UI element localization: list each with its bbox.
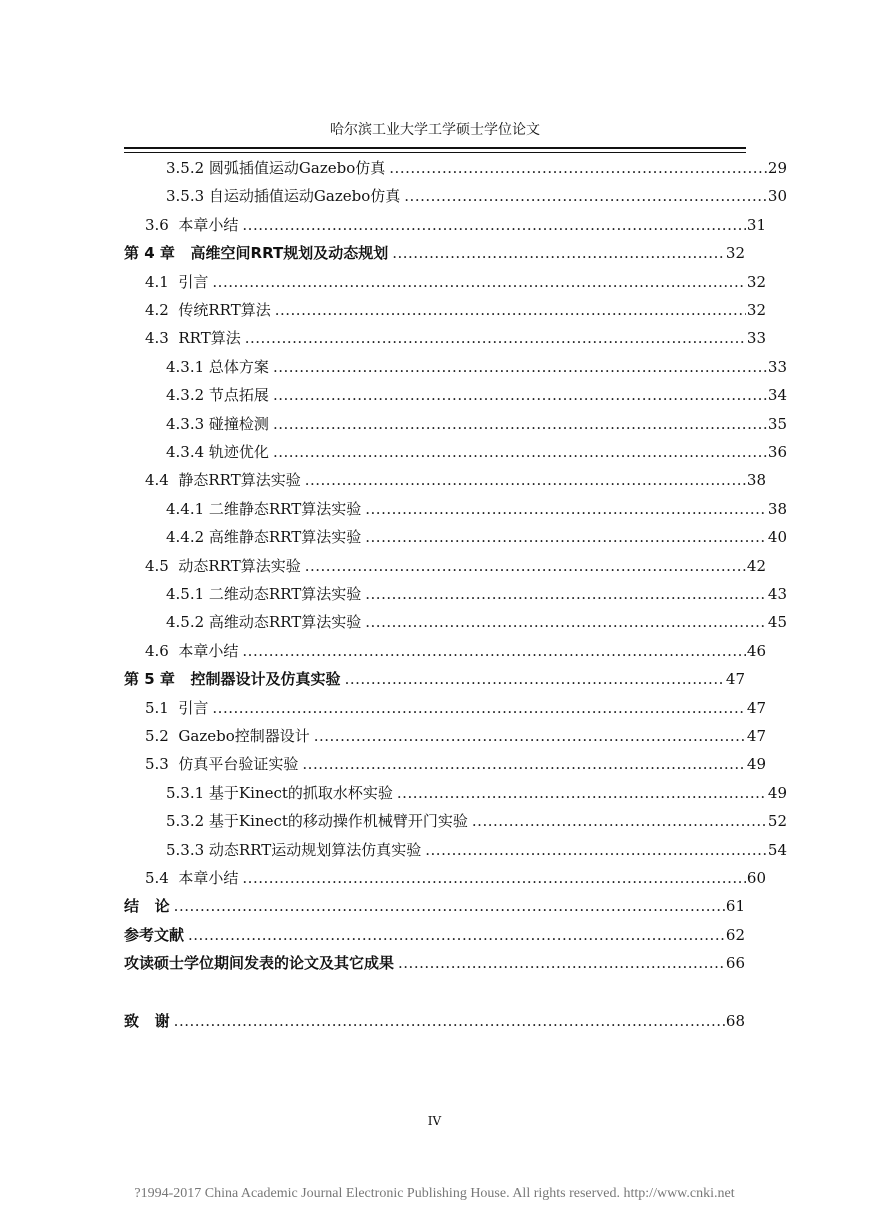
toc-entry xyxy=(124,807,787,835)
toc-entry-page: 46 xyxy=(746,641,766,660)
toc-entry-page: 66 xyxy=(725,954,745,973)
toc-dot-leader xyxy=(365,580,767,608)
toc-entry xyxy=(124,466,766,494)
toc-entry-label: 4.3.2 节点拓展 xyxy=(166,386,269,405)
toc-entry-page: 60 xyxy=(746,869,766,887)
toc-dot-leader xyxy=(397,779,767,807)
toc-dot-leader xyxy=(242,211,746,239)
toc-dot-leader xyxy=(302,750,746,778)
toc-dot-leader xyxy=(305,552,746,580)
toc-entry xyxy=(124,239,745,267)
toc-entry-label: 3.5.3 自运动插值运动Gazebo仿真 xyxy=(166,187,401,206)
toc-entry xyxy=(124,381,787,409)
toc-entry-label: 4.4.1 二维静态RRT算法实验 xyxy=(166,499,362,518)
toc-entry xyxy=(124,836,787,864)
toc-entry xyxy=(124,694,766,722)
toc-entry-page: 38 xyxy=(767,499,787,518)
toc-dot-leader xyxy=(314,722,746,750)
toc-entry-label: 4.4 静态RRT算法实验 xyxy=(145,471,301,490)
toc-entry xyxy=(124,296,766,324)
toc-dot-leader xyxy=(345,665,725,693)
toc-entry-label: 4.5.2 高维动态RRT算法实验 xyxy=(166,613,362,632)
toc-entry xyxy=(124,154,787,182)
toc-dot-leader xyxy=(273,410,767,438)
toc-entry-label: 5.3.2 基于Kinect的移动操作机械臂开门实验 xyxy=(166,812,468,831)
toc-dot-leader xyxy=(365,495,767,523)
toc-dot-leader xyxy=(174,1007,725,1035)
toc-dot-leader xyxy=(404,182,767,210)
toc-entry-page: 68 xyxy=(725,1011,745,1030)
running-header: 哈尔滨工业大学工学硕士学位论文 xyxy=(330,122,540,138)
page-number: IV xyxy=(427,1114,442,1128)
toc-entry-label: 4.3.4 轨迹优化 xyxy=(166,443,269,461)
toc-entry-page: 42 xyxy=(746,556,766,575)
toc-entry-page: 38 xyxy=(746,471,766,490)
toc-dot-leader xyxy=(188,921,725,949)
toc-entry-label: 攻读硕士学位期间发表的论文及其它成果 xyxy=(124,954,395,973)
toc-entry xyxy=(124,921,745,949)
toc-entry-page: 61 xyxy=(725,897,745,916)
toc-entry-page: 31 xyxy=(746,215,766,234)
toc-dot-leader xyxy=(472,807,767,835)
toc-dot-leader xyxy=(305,466,746,494)
toc-entry-page: 49 xyxy=(767,783,787,802)
toc-entry xyxy=(124,353,787,381)
toc-entry xyxy=(124,864,766,892)
footer-watermark: ?1994-2017 China Academic Journal Electronic Publishing House. All rights reserved. http://www.cnki.net xyxy=(134,1186,735,1201)
toc-entry xyxy=(124,750,766,778)
toc-entry-page: 47 xyxy=(725,670,745,689)
toc-entry-label: 4.3.1 总体方案 xyxy=(166,357,269,376)
toc-entry-page: 29 xyxy=(767,159,787,177)
toc-entry xyxy=(124,892,745,920)
toc-entry xyxy=(124,211,766,239)
toc-entry-label: 结 论 xyxy=(124,897,170,916)
toc-entry xyxy=(124,552,766,580)
toc-entry xyxy=(124,722,766,750)
toc-dot-leader xyxy=(212,694,746,722)
toc-entry-page: 32 xyxy=(746,272,766,291)
toc-entry-page: 30 xyxy=(767,187,787,206)
toc-entry-page: 62 xyxy=(725,925,745,944)
toc-entry xyxy=(124,324,766,352)
toc-entry-page: 36 xyxy=(767,443,787,461)
toc-entry-label: 5.1 引言 xyxy=(145,698,209,717)
toc-dot-leader xyxy=(242,864,746,892)
toc-entry-label: 4.3.3 碰撞检测 xyxy=(166,414,269,433)
toc-entry-label: 致 谢 xyxy=(124,1011,170,1030)
toc-entry xyxy=(124,637,766,665)
toc-dot-leader xyxy=(212,268,746,296)
toc-entry xyxy=(124,182,787,210)
toc-entry xyxy=(124,665,745,693)
toc-entry-label: 5.3 仿真平台验证实验 xyxy=(145,755,299,774)
toc-entry xyxy=(124,495,787,523)
toc-dot-leader xyxy=(365,608,767,636)
toc-entry-page: 52 xyxy=(767,812,787,831)
toc-entry xyxy=(124,949,745,977)
toc-dot-leader xyxy=(273,438,767,466)
toc-dot-leader xyxy=(174,892,725,920)
toc-entry-label: 3.5.2 圆弧插值运动Gazebo仿真 xyxy=(166,159,386,177)
toc-entry-label: 4.4.2 高维静态RRT算法实验 xyxy=(166,528,362,547)
toc-entry xyxy=(124,1007,745,1035)
toc-entry-label: 4.5.1 二维动态RRT算法实验 xyxy=(166,585,362,603)
toc-entry-label: 5.2 Gazebo控制器设计 xyxy=(145,727,310,745)
toc-entry-label: 第 4 章 高维空间RRT规划及动态规划 xyxy=(124,244,389,263)
toc-entry-page: 33 xyxy=(767,357,787,376)
toc-entry-label: 参考文献 xyxy=(124,925,185,944)
toc-dot-leader xyxy=(242,637,746,665)
toc-entry-label: 5.4 本章小结 xyxy=(145,869,239,887)
toc-entry-label: 4.6 本章小结 xyxy=(145,641,239,660)
toc-entry xyxy=(124,410,787,438)
toc-entry-label: 4.2 传统RRT算法 xyxy=(145,301,271,319)
toc-entry-page: 32 xyxy=(746,301,766,319)
toc-dot-leader xyxy=(365,523,767,551)
toc-entry xyxy=(124,268,766,296)
toc-entry xyxy=(124,580,787,608)
toc-dot-leader xyxy=(425,836,767,864)
toc-entry-label: 4.5 动态RRT算法实验 xyxy=(145,556,301,575)
toc-entry-page: 47 xyxy=(746,727,766,745)
toc-entry-page: 33 xyxy=(746,329,766,348)
header-rule-thick xyxy=(124,147,746,149)
toc-entry-label: 4.1 引言 xyxy=(145,272,209,291)
toc-entry-page: 43 xyxy=(767,585,787,603)
toc-entry-page: 35 xyxy=(767,414,787,433)
toc-dot-leader xyxy=(398,949,725,977)
toc-entry-page: 40 xyxy=(767,528,787,547)
toc-dot-leader xyxy=(273,353,767,381)
toc-entry-page: 45 xyxy=(767,613,787,632)
toc-entry-label: 第 5 章 控制器设计及仿真实验 xyxy=(124,670,341,689)
toc-entry-page: 54 xyxy=(767,840,787,859)
toc-entry xyxy=(124,779,787,807)
header-rule-thin xyxy=(124,152,746,153)
toc-entry xyxy=(124,438,787,466)
toc-entry-label: 4.3 RRT算法 xyxy=(145,329,241,348)
toc-entry-label: 5.3.3 动态RRT运动规划算法仿真实验 xyxy=(166,840,422,859)
toc-entry xyxy=(124,523,787,551)
toc-dot-leader xyxy=(392,239,725,267)
toc-dot-leader xyxy=(273,381,767,409)
toc-entry-page: 32 xyxy=(725,244,745,263)
toc-entry-page: 49 xyxy=(746,755,766,774)
toc-entry-page: 47 xyxy=(746,698,766,717)
toc-dot-leader xyxy=(275,296,746,324)
toc-dot-leader xyxy=(245,324,746,352)
toc-entry xyxy=(124,608,787,636)
toc-entry-label: 3.6 本章小结 xyxy=(145,215,239,234)
toc-entry-page: 34 xyxy=(767,386,787,405)
toc-entry-label: 5.3.1 基于Kinect的抓取水杯实验 xyxy=(166,783,393,802)
toc-dot-leader xyxy=(389,154,767,182)
